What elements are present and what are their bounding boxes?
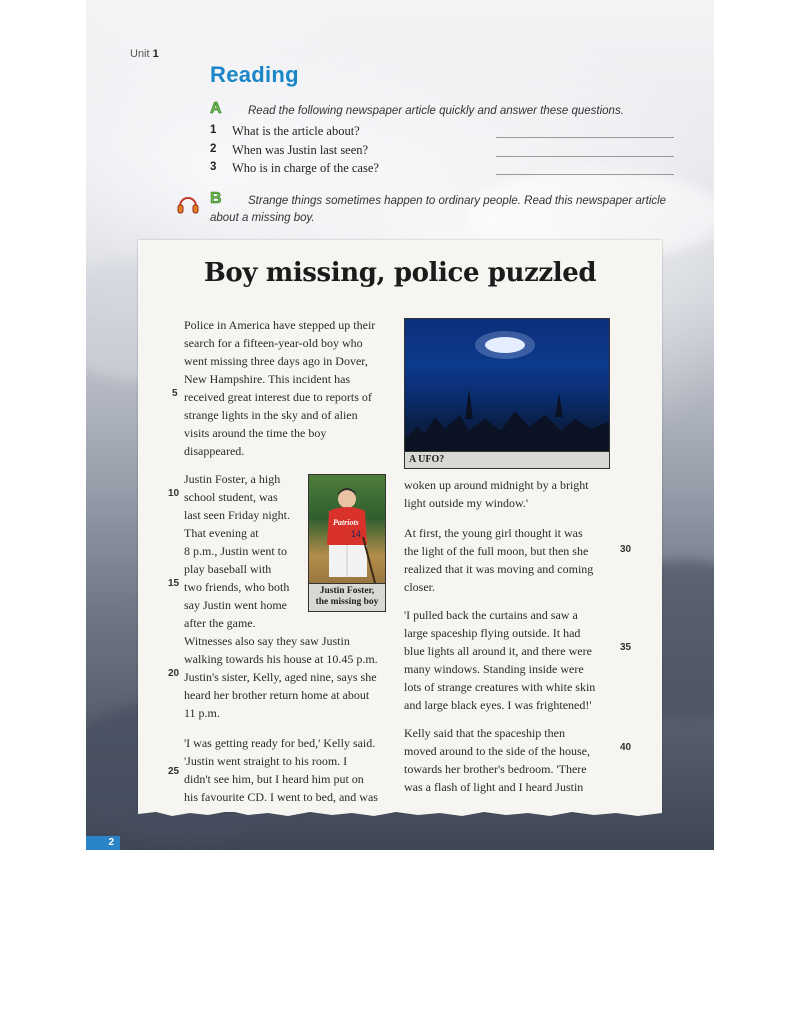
torn-edge [138, 808, 662, 818]
article-right-paragraph-1: woken up around midnight by a bright light outside my window.' [404, 478, 589, 510]
line-number-10: 10 [168, 488, 180, 499]
line-number-15: 15 [168, 578, 180, 589]
article-headline: Boy missing, police puzzled [203, 258, 597, 288]
section-title: Reading [210, 62, 299, 87]
unit-number: 1 [152, 48, 159, 60]
line-number-20: 20 [168, 668, 180, 679]
section-a-letter: A [210, 100, 222, 117]
jersey-number: 14 [351, 529, 362, 539]
section-b-instruction-line1: Strange things sometimes happen to ordinary people. Read this newspaper article [248, 195, 667, 207]
article-right-paragraph-3: 'I pulled back the curtains and saw a large spaceship flying outside. It had blue lights all around it, and there were many windows. Standing inside were lots of strange creatures with white skin and large black eyes. I was frightened!' [404, 608, 596, 712]
line-number-5: 5 [172, 388, 178, 399]
answer-line-1[interactable] [496, 137, 674, 138]
question-1: 1 What is the article about? [210, 124, 360, 138]
line-number-40: 40 [620, 742, 632, 753]
page-number: 2 [86, 836, 120, 850]
section-b-instruction-line2: about a missing boy. [210, 212, 315, 224]
jersey-text: Patriots [333, 518, 359, 527]
article-right-paragraph-2: At first, the young girl thought it was the light of the full moon, but then she realized that it was moving and coming closer. [404, 526, 594, 594]
question-3: 3 Who is in charge of the case? [210, 161, 379, 175]
section-a-instruction: Read the following newspaper article quickly and answer these questions. [248, 105, 624, 117]
article-paragraph-1: Police in America have stepped up their search for a fifteen-year-old boy who went missing three days ago in Dover, New Hampshire. This incident has received great interest due to reports of strange lights in the sky and of alien visits around the time the boy disappeared. [184, 318, 376, 458]
article-paragraph-2-wide: Witnesses also say they saw Justin walking towards his house at 10.45 p.m. Justin's sister, Kelly, aged nine, says she heard her brother return home at about 11 p.m. [184, 634, 378, 720]
question-2: 2 When was Justin last seen? [210, 143, 369, 157]
ufo-caption: A UFO? [404, 452, 610, 469]
line-number-25: 25 [168, 766, 180, 777]
section-b-letter: B [210, 190, 222, 207]
article-paragraph-2-narrow: Justin Foster, a high school student, was last seen Friday night. That evening at 8 p.m., Justin went to play baseball with two friends, who both say Justin went home after the game. [184, 472, 290, 630]
line-number-35: 35 [620, 642, 632, 653]
ufo-photo [404, 318, 610, 452]
newspaper-article [138, 240, 662, 812]
headphones-icon[interactable] [176, 192, 200, 216]
unit-label: Unit 1 [130, 48, 159, 60]
article-paragraph-3: 'I was getting ready for bed,' Kelly said. 'Justin went straight to his room. I didn't see him, but I heard him put on his favourite CD. I went to bed, and was [184, 736, 378, 804]
line-number-30: 30 [620, 544, 632, 555]
answer-line-2[interactable] [496, 156, 674, 157]
article-right-paragraph-4: Kelly said that the spaceship then moved around to the side of the house, towards her brother's bedroom. 'There was a flash of light and I heard Justin [404, 726, 590, 794]
textbook-page [86, 0, 714, 850]
answer-line-3[interactable] [496, 174, 674, 175]
boy-caption: Justin Foster, the missing boy [308, 584, 386, 612]
boy-photo [308, 474, 386, 584]
